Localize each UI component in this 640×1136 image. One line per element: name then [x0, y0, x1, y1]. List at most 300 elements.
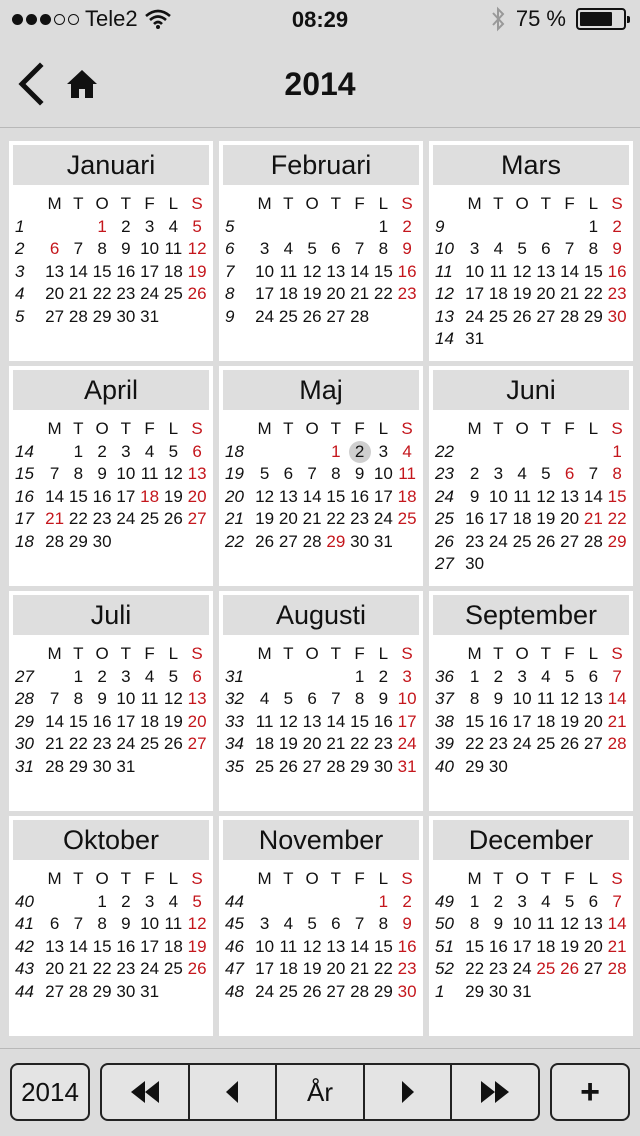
day-cell[interactable]: 6	[307, 689, 317, 708]
day-cell[interactable]: 3	[469, 239, 480, 258]
day-cell[interactable]: 13	[45, 261, 65, 281]
day-cell[interactable]: 15	[92, 936, 112, 956]
day-cell[interactable]: 23	[488, 959, 508, 978]
day-cell[interactable]: 31	[373, 531, 393, 551]
day-cell[interactable]: 28	[68, 306, 88, 326]
day-cell[interactable]: 2	[121, 216, 131, 236]
day-cell[interactable]: 7	[354, 239, 365, 258]
day-cell[interactable]: 22	[465, 734, 485, 753]
day-cell[interactable]: 2	[493, 891, 504, 911]
day-cell[interactable]: 8	[73, 464, 84, 483]
day-cell[interactable]: 26	[512, 306, 532, 326]
day-cell[interactable]: 8	[612, 464, 622, 483]
day-cell[interactable]: 4	[144, 666, 155, 686]
day-cell[interactable]: 8	[588, 239, 599, 258]
day-cell[interactable]: 8	[378, 914, 389, 933]
day-cell[interactable]: 1	[354, 666, 365, 686]
day-cell[interactable]: 12	[187, 239, 207, 258]
day-cell[interactable]: 16	[350, 486, 370, 506]
day-cell[interactable]: 6	[588, 891, 599, 911]
month-april[interactable]	[9, 366, 213, 586]
day-cell[interactable]: 3	[493, 464, 504, 483]
day-cell[interactable]: 2	[378, 666, 389, 686]
day-cell[interactable]: 20	[45, 284, 65, 303]
day-cell[interactable]: 14	[350, 936, 370, 956]
day-cell[interactable]	[348, 441, 372, 464]
day-cell[interactable]: 13	[326, 936, 346, 956]
day-cell[interactable]: 10	[512, 914, 532, 933]
day-cell[interactable]: 23	[607, 284, 627, 303]
day-cell[interactable]: 8	[331, 464, 341, 483]
day-cell[interactable]: 17	[140, 261, 160, 281]
add-button[interactable]: +	[550, 1063, 630, 1121]
day-cell[interactable]: 5	[564, 891, 575, 911]
day-cell[interactable]: 28	[302, 531, 322, 551]
day-cell[interactable]: 5	[517, 239, 527, 258]
day-cell[interactable]: 1	[469, 891, 480, 911]
day-cell[interactable]: 21	[68, 959, 88, 978]
day-cell[interactable]: 21	[302, 509, 322, 528]
day-cell[interactable]: 7	[307, 464, 317, 483]
month-juni[interactable]	[429, 366, 633, 586]
day-cell[interactable]: 30	[373, 756, 393, 776]
day-cell[interactable]: 30	[465, 554, 485, 573]
day-cell[interactable]: 3	[259, 914, 270, 933]
day-cell[interactable]: 31	[397, 756, 417, 776]
day-cell[interactable]: 28	[68, 981, 88, 1001]
day-cell[interactable]: 29	[68, 531, 88, 551]
day-cell[interactable]: 19	[302, 959, 322, 978]
day-cell[interactable]: 27	[560, 531, 580, 551]
day-cell[interactable]: 26	[187, 284, 207, 303]
day-cell[interactable]: 25	[278, 981, 298, 1001]
day-cell[interactable]: 12	[302, 261, 322, 281]
day-cell[interactable]: 7	[73, 914, 84, 933]
day-cell[interactable]: 27	[45, 306, 65, 326]
day-cell[interactable]: 27	[583, 959, 603, 978]
day-cell[interactable]: 11	[279, 936, 298, 956]
day-cell[interactable]: 3	[402, 666, 412, 686]
day-cell[interactable]: 29	[465, 756, 485, 776]
day-cell[interactable]: 22	[92, 959, 112, 978]
day-cell[interactable]: 25	[255, 756, 275, 776]
day-cell[interactable]: 17	[512, 936, 532, 956]
day-cell[interactable]: 23	[465, 531, 485, 551]
day-cell[interactable]: 24	[140, 959, 160, 978]
day-cell[interactable]: 18	[255, 734, 275, 753]
day-cell[interactable]: 6	[283, 464, 294, 483]
day-cell[interactable]: 16	[488, 936, 508, 956]
day-cell[interactable]: 24	[373, 509, 393, 528]
day-cell[interactable]: 7	[49, 689, 60, 708]
day-cell[interactable]: 16	[397, 936, 417, 956]
day-cell[interactable]: 4	[541, 666, 551, 686]
day-cell[interactable]: 22	[373, 284, 393, 303]
day-cell[interactable]: 31	[512, 981, 532, 1001]
day-cell[interactable]: 27	[187, 509, 207, 528]
day-cell[interactable]: 9	[121, 239, 131, 258]
day-cell[interactable]: 12	[278, 711, 298, 731]
day-cell[interactable]: 5	[259, 464, 270, 483]
day-cell[interactable]: 18	[140, 486, 160, 506]
day-cell[interactable]: 18	[140, 711, 160, 731]
day-cell[interactable]: 23	[116, 284, 136, 303]
day-cell[interactable]: 11	[398, 464, 416, 483]
day-cell[interactable]: 5	[541, 464, 551, 483]
day-cell[interactable]: 24	[255, 981, 275, 1001]
day-cell[interactable]: 8	[469, 914, 480, 933]
day-cell[interactable]: 12	[560, 914, 580, 933]
day-cell[interactable]: 22	[465, 959, 485, 978]
day-cell[interactable]: 14	[45, 486, 65, 506]
day-cell[interactable]: 11	[255, 711, 274, 731]
day-cell[interactable]: 12	[536, 486, 556, 506]
day-cell[interactable]: 22	[92, 284, 112, 303]
day-cell[interactable]: 27	[536, 306, 556, 326]
day-cell[interactable]: 5	[168, 666, 179, 686]
day-cell[interactable]: 19	[560, 936, 580, 956]
day-cell[interactable]: 23	[92, 734, 112, 753]
year-button[interactable]: 2014	[10, 1063, 90, 1121]
day-cell[interactable]: 22	[68, 509, 88, 528]
day-cell[interactable]: 30	[397, 981, 417, 1001]
day-cell[interactable]: 20	[187, 711, 207, 731]
day-cell[interactable]: 12	[560, 689, 580, 708]
day-cell[interactable]: 10	[116, 689, 136, 708]
day-cell[interactable]: 24	[140, 284, 160, 303]
day-cell[interactable]: 27	[45, 981, 65, 1001]
day-cell[interactable]: 9	[354, 464, 365, 483]
day-cell[interactable]: 2	[97, 666, 107, 686]
day-cell[interactable]: 12	[302, 936, 322, 956]
day-cell[interactable]: 7	[588, 464, 599, 483]
day-cell[interactable]: 8	[73, 689, 84, 708]
day-cell[interactable]: 8	[378, 239, 389, 258]
day-cell[interactable]: 3	[121, 666, 131, 686]
day-cell[interactable]: 24	[116, 509, 136, 528]
day-cell[interactable]: 11	[489, 261, 508, 281]
day-cell[interactable]: 26	[163, 509, 183, 528]
day-cell[interactable]: 22	[350, 734, 370, 753]
day-cell[interactable]: 12	[187, 914, 207, 933]
day-cell[interactable]: 22	[326, 509, 346, 528]
day-cell[interactable]: 29	[373, 981, 393, 1001]
day-cell[interactable]: 15	[326, 486, 346, 506]
day-cell[interactable]: 26	[187, 959, 207, 978]
day-cell[interactable]: 4	[259, 689, 270, 708]
day-cell[interactable]: 24	[116, 734, 136, 753]
day-cell[interactable]: 28	[607, 734, 627, 753]
day-cell[interactable]: 2	[612, 216, 622, 236]
day-cell[interactable]: 28	[326, 756, 346, 776]
day-cell[interactable]: 18	[512, 509, 532, 528]
day-cell[interactable]: 5	[307, 239, 317, 258]
day-cell[interactable]: 10	[373, 464, 393, 483]
day-cell[interactable]: 30	[116, 981, 136, 1001]
day-cell[interactable]: 31	[140, 981, 160, 1001]
day-cell[interactable]: 29	[465, 981, 485, 1001]
day-cell[interactable]: 25	[163, 284, 183, 303]
day-cell[interactable]: 14	[583, 486, 603, 506]
day-cell[interactable]: 26	[302, 306, 322, 326]
month-februari[interactable]	[219, 141, 423, 361]
day-cell[interactable]: 6	[331, 914, 341, 933]
month-mars[interactable]	[429, 141, 633, 361]
day-cell[interactable]: 28	[583, 531, 603, 551]
day-cell[interactable]: 14	[326, 711, 346, 731]
day-cell[interactable]: 15	[373, 936, 393, 956]
day-cell[interactable]: 1	[331, 441, 341, 461]
day-cell[interactable]: 9	[97, 689, 107, 708]
day-cell[interactable]: 14	[607, 689, 627, 708]
day-cell[interactable]: 3	[144, 891, 155, 911]
month-juli[interactable]	[9, 591, 213, 811]
day-cell[interactable]: 3	[517, 891, 527, 911]
day-cell[interactable]: 15	[350, 711, 370, 731]
day-cell[interactable]: 29	[92, 981, 112, 1001]
day-cell[interactable]: 28	[560, 306, 580, 326]
day-cell[interactable]: 26	[278, 756, 298, 776]
day-cell[interactable]: 23	[397, 959, 417, 978]
day-cell[interactable]: 27	[326, 306, 346, 326]
day-cell[interactable]: 25	[140, 734, 160, 753]
day-cell[interactable]: 9	[378, 689, 389, 708]
day-cell[interactable]: 1	[469, 666, 480, 686]
day-cell[interactable]: 31	[465, 329, 485, 348]
day-cell[interactable]: 13	[187, 689, 207, 708]
day-cell[interactable]: 19	[163, 486, 183, 506]
day-cell[interactable]: 23	[92, 509, 112, 528]
day-cell[interactable]: 20	[278, 509, 298, 528]
day-cell[interactable]: 1	[612, 441, 622, 461]
day-cell[interactable]: 16	[488, 711, 508, 731]
month-september[interactable]	[429, 591, 633, 811]
day-cell[interactable]: 7	[73, 239, 84, 258]
day-cell[interactable]: 17	[465, 284, 485, 303]
day-cell[interactable]: 26	[163, 734, 183, 753]
day-cell[interactable]: 7	[612, 891, 622, 911]
day-cell[interactable]: 1	[378, 216, 389, 236]
day-cell[interactable]: 29	[326, 531, 346, 551]
day-cell[interactable]: 19	[302, 284, 322, 303]
day-cell[interactable]: 11	[513, 486, 531, 506]
day-cell[interactable]: 20	[326, 959, 346, 978]
day-cell[interactable]: 9	[493, 689, 504, 708]
day-cell[interactable]: 17	[140, 936, 160, 956]
day-cell[interactable]: 10	[488, 486, 508, 506]
day-cell[interactable]: 14	[45, 711, 65, 731]
day-cell[interactable]: 14	[350, 261, 370, 281]
day-cell[interactable]: 13	[583, 689, 603, 708]
day-cell[interactable]: 15	[465, 936, 485, 956]
day-cell[interactable]: 17	[255, 959, 275, 978]
day-cell[interactable]: 13	[583, 914, 603, 933]
day-cell[interactable]: 30	[607, 306, 627, 326]
day-cell[interactable]: 14	[68, 936, 88, 956]
day-cell[interactable]: 16	[607, 261, 627, 281]
day-cell[interactable]: 6	[192, 441, 202, 461]
day-cell[interactable]: 20	[326, 284, 346, 303]
day-cell[interactable]: 4	[402, 441, 412, 461]
day-cell[interactable]: 19	[512, 284, 532, 303]
day-cell[interactable]: 14	[302, 486, 322, 506]
day-cell[interactable]: 2	[402, 216, 412, 236]
day-cell[interactable]: 26	[560, 959, 580, 978]
day-cell[interactable]: 15	[68, 711, 88, 731]
day-cell[interactable]: 15	[607, 486, 627, 506]
day-cell[interactable]: 16	[397, 261, 417, 281]
day-cell[interactable]: 19	[255, 509, 275, 528]
day-cell[interactable]: 15	[465, 711, 485, 731]
day-cell[interactable]: 17	[397, 711, 417, 731]
day-cell[interactable]: 13	[536, 261, 556, 281]
day-cell[interactable]: 26	[536, 531, 556, 551]
day-cell[interactable]: 10	[116, 464, 136, 483]
day-cell[interactable]: 25	[278, 306, 298, 326]
day-cell[interactable]: 31	[116, 756, 136, 776]
day-cell[interactable]: 12	[512, 261, 532, 281]
day-cell[interactable]: 1	[97, 216, 107, 236]
day-cell[interactable]: 4	[517, 464, 527, 483]
day-cell[interactable]: 20	[302, 734, 322, 753]
day-cell[interactable]: 2	[121, 891, 131, 911]
day-cell[interactable]: 23	[373, 734, 393, 753]
day-cell[interactable]: 1	[588, 216, 599, 236]
day-cell[interactable]: 23	[488, 734, 508, 753]
day-cell[interactable]: 21	[45, 734, 65, 753]
day-cell[interactable]: 13	[302, 711, 322, 731]
day-cell[interactable]: 10	[140, 239, 160, 258]
month-november[interactable]	[219, 816, 423, 1036]
day-cell[interactable]: 6	[49, 239, 60, 258]
day-cell[interactable]: 17	[255, 284, 275, 303]
day-cell[interactable]: 25	[163, 959, 183, 978]
day-cell[interactable]: 24	[512, 959, 532, 978]
day-cell[interactable]: 6	[564, 464, 575, 483]
day-cell[interactable]: 12	[255, 486, 275, 506]
day-cell[interactable]: 16	[116, 936, 136, 956]
day-cell[interactable]: 13	[187, 464, 207, 483]
back-button[interactable]	[190, 1065, 278, 1119]
day-cell[interactable]: 11	[164, 239, 183, 258]
day-cell[interactable]: 5	[564, 666, 575, 686]
day-cell[interactable]: 15	[92, 261, 112, 281]
day-cell[interactable]: 4	[168, 891, 179, 911]
day-cell[interactable]: 24	[255, 306, 275, 326]
day-cell[interactable]: 15	[68, 486, 88, 506]
day-cell[interactable]: 18	[163, 261, 183, 281]
day-cell[interactable]: 2	[493, 666, 504, 686]
day-cell[interactable]: 20	[583, 936, 603, 956]
day-cell[interactable]: 18	[488, 284, 508, 303]
day-cell[interactable]: 31	[140, 306, 160, 326]
day-cell[interactable]: 25	[397, 509, 417, 528]
day-cell[interactable]: 20	[187, 486, 207, 506]
day-cell[interactable]: 21	[607, 711, 627, 731]
day-cell[interactable]: 28	[350, 306, 370, 326]
day-cell[interactable]: 30	[488, 981, 508, 1001]
day-cell[interactable]: 6	[331, 239, 341, 258]
day-cell[interactable]: 25	[140, 509, 160, 528]
day-cell[interactable]: 17	[488, 509, 508, 528]
month-december[interactable]	[429, 816, 633, 1036]
day-cell[interactable]: 15	[373, 261, 393, 281]
day-cell[interactable]: 9	[402, 914, 412, 933]
day-cell[interactable]: 8	[97, 239, 107, 258]
day-cell[interactable]: 19	[187, 261, 207, 281]
day-cell[interactable]: 8	[469, 689, 480, 708]
day-cell[interactable]: 18	[278, 284, 298, 303]
day-cell[interactable]: 9	[493, 914, 504, 933]
forward-button[interactable]	[365, 1065, 453, 1119]
day-cell[interactable]: 20	[536, 284, 556, 303]
day-cell[interactable]: 13	[278, 486, 298, 506]
day-cell[interactable]: 29	[607, 531, 627, 551]
day-cell[interactable]: 16	[92, 711, 112, 731]
day-cell[interactable]: 2	[97, 441, 107, 461]
day-cell[interactable]: 29	[350, 756, 370, 776]
day-cell[interactable]: 11	[537, 689, 555, 708]
day-cell[interactable]: 27	[302, 756, 322, 776]
day-cell[interactable]: 1	[73, 441, 84, 461]
day-cell[interactable]: 20	[45, 959, 65, 978]
day-cell[interactable]: 10	[255, 936, 275, 956]
day-cell[interactable]: 20	[583, 711, 603, 731]
day-cell[interactable]: 9	[402, 239, 412, 258]
day-cell[interactable]: 4	[144, 441, 155, 461]
day-cell[interactable]: 1	[378, 891, 389, 911]
month-augusti[interactable]	[219, 591, 423, 811]
day-cell[interactable]: 14	[560, 261, 580, 281]
day-cell[interactable]: 9	[469, 486, 480, 506]
day-cell[interactable]: 1	[97, 891, 107, 911]
day-cell[interactable]: 16	[373, 711, 393, 731]
day-cell[interactable]: 8	[354, 689, 365, 708]
day-cell[interactable]: 6	[192, 666, 202, 686]
day-cell[interactable]: 26	[302, 981, 322, 1001]
day-cell[interactable]: 12	[163, 464, 183, 483]
day-cell[interactable]: 4	[283, 914, 294, 933]
day-cell[interactable]: 24	[397, 734, 417, 753]
day-cell[interactable]: 10	[397, 689, 417, 708]
day-cell[interactable]: 18	[536, 711, 556, 731]
day-cell[interactable]: 22	[68, 734, 88, 753]
day-cell[interactable]: 27	[583, 734, 603, 753]
day-cell[interactable]: 17	[512, 711, 532, 731]
day-cell[interactable]: 27	[187, 734, 207, 753]
day-cell[interactable]: 5	[168, 441, 179, 461]
day-cell[interactable]: 24	[488, 531, 508, 551]
day-cell[interactable]: 21	[68, 284, 88, 303]
day-cell[interactable]: 7	[564, 239, 575, 258]
month-maj[interactable]	[219, 366, 423, 586]
day-cell[interactable]: 25	[488, 306, 508, 326]
day-cell[interactable]: 23	[350, 509, 370, 528]
day-cell[interactable]: 13	[326, 261, 346, 281]
day-cell[interactable]: 28	[45, 756, 65, 776]
day-cell[interactable]: 2	[469, 464, 480, 483]
day-cell[interactable]: 1	[73, 666, 84, 686]
day-cell[interactable]: 10	[140, 914, 160, 933]
day-cell[interactable]: 26	[560, 734, 580, 753]
day-cell[interactable]: 5	[283, 689, 294, 708]
day-cell[interactable]: 21	[560, 284, 580, 303]
day-cell[interactable]: 16	[116, 261, 136, 281]
day-cell[interactable]: 28	[607, 959, 627, 978]
day-cell[interactable]: 11	[537, 914, 555, 933]
fast-forward-button[interactable]	[452, 1065, 538, 1119]
day-cell[interactable]: 10	[255, 261, 275, 281]
